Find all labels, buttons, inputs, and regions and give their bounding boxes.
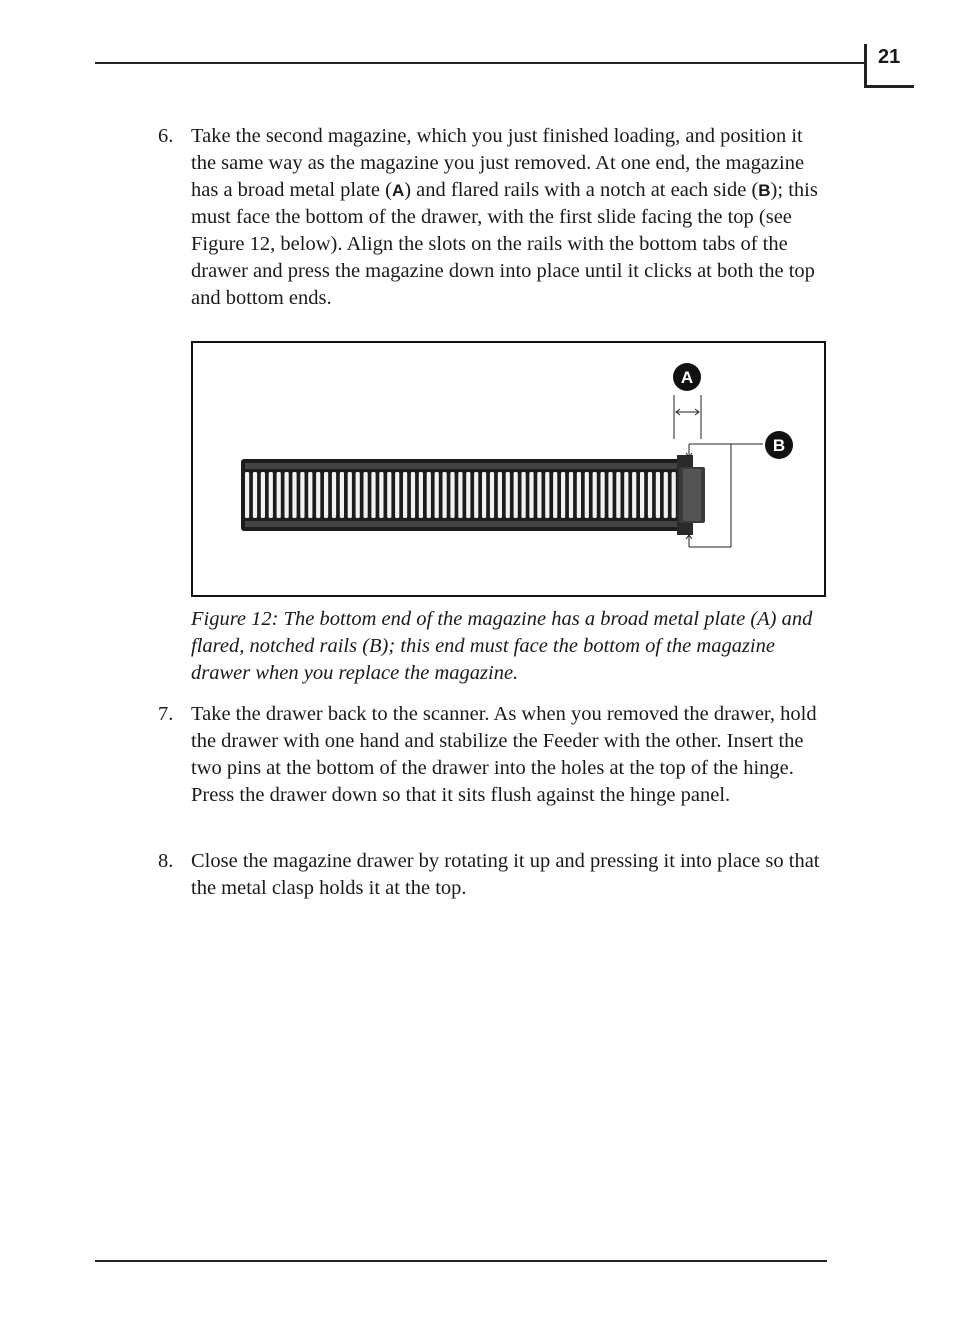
slide-slot <box>624 472 628 518</box>
slide-slot <box>640 472 644 518</box>
slide-slot <box>340 472 344 518</box>
slide-slot <box>411 472 415 518</box>
slide-slot <box>427 472 431 518</box>
slide-slot <box>466 472 470 518</box>
figure-12 <box>191 341 826 597</box>
slide-slot <box>664 472 668 518</box>
magazine-illustration <box>193 343 824 595</box>
slide-slot <box>443 472 447 518</box>
slide-slot <box>593 472 597 518</box>
slide-slot <box>364 472 368 518</box>
slide-slot <box>474 472 478 518</box>
slide-slot <box>656 472 660 518</box>
figure-caption: Figure 12: The bottom end of the magazine has a broad metal plate (A) and flared, notched rails (B); this end must face the bottom of the magazine drawer when you replace the magazine. <box>191 608 813 684</box>
step-number: 7. <box>158 703 174 725</box>
step-number: 6. <box>158 125 174 147</box>
slide-slot <box>648 472 652 518</box>
label-a: A <box>391 181 405 200</box>
slide-slot <box>569 472 573 518</box>
slide-slot <box>506 472 510 518</box>
slide-slot <box>356 472 360 518</box>
slide-slot <box>435 472 439 518</box>
slide-slot <box>608 472 612 518</box>
slide-slot <box>308 472 312 518</box>
slide-slot <box>498 472 502 518</box>
header-rule <box>95 62 865 64</box>
slide-slot <box>522 472 526 518</box>
slide-slot <box>395 472 399 518</box>
step-number: 8. <box>158 850 174 872</box>
slide-slot <box>324 472 328 518</box>
slide-slot <box>450 472 454 518</box>
slide-slot <box>616 472 620 518</box>
slide-slot <box>490 472 494 518</box>
slide-slot <box>387 472 391 518</box>
page-number-bracket <box>864 44 867 88</box>
slide-slot <box>245 472 249 518</box>
slide-slot <box>537 472 541 518</box>
slide-slot <box>458 472 462 518</box>
slide-slot <box>545 472 549 518</box>
slide-slot <box>403 472 407 518</box>
slide-slot <box>561 472 565 518</box>
step-8 <box>158 848 830 902</box>
slide-slot <box>553 472 557 518</box>
svg-text:B: B <box>772 436 786 455</box>
step-text: Take the drawer back to the scanner. As when you removed the drawer, hold the drawer with one hand and stabilize the Feeder with the other. Insert the two pins at the bottom of the drawer into the holes at the top of the hinge. Press the drawer down so that it sits flush against the hinge panel. <box>191 703 817 806</box>
slide-slot <box>300 472 304 518</box>
slide-slot <box>371 472 375 518</box>
slide-slot <box>585 472 589 518</box>
slide-slot <box>253 472 257 518</box>
step-text: Close the magazine drawer by rotating it up and pressing it into place so that the metal clasp holds it at the top. <box>191 850 820 899</box>
slide-slot <box>672 472 676 518</box>
slide-slot <box>482 472 486 518</box>
callout-b <box>765 431 793 459</box>
slide-slot <box>419 472 423 518</box>
svg-text:A: A <box>680 368 694 387</box>
slide-slot <box>632 472 636 518</box>
slide-slot <box>332 472 336 518</box>
callout-a <box>673 363 701 391</box>
magazine <box>241 455 705 535</box>
slide-slot <box>269 472 273 518</box>
slide-slot <box>316 472 320 518</box>
slide-slot <box>529 472 533 518</box>
slide-slot <box>277 472 281 518</box>
page-number-bracket-base <box>864 85 914 88</box>
step-7 <box>158 701 830 809</box>
slide-slot <box>577 472 581 518</box>
slide-slot <box>261 472 265 518</box>
step-text: Take the second magazine, which you just finished loading, and position it the same way as the magazine you just removed. At one end, the magazine has a broad metal plate (A) and flared rails with a notch at each side (B); this must face the bottom of the drawer, with the first slide facing the top (see Figure 12, below). Align the slots on the rails with the bottom tabs of the drawer and press the magazine down into place until it clicks at both the top and bottom ends. <box>191 125 818 309</box>
footer-rule <box>95 1260 827 1262</box>
page-number: 21 <box>878 46 901 68</box>
slide-slot <box>514 472 518 518</box>
slide-slot <box>379 472 383 518</box>
label-b: B <box>758 181 771 200</box>
step-6 <box>158 123 830 312</box>
slide-slot <box>348 472 352 518</box>
slide-slot <box>292 472 296 518</box>
slide-slot <box>285 472 289 518</box>
slide-slot <box>601 472 605 518</box>
magazine-slots <box>245 472 676 518</box>
dimension-a <box>674 395 701 439</box>
